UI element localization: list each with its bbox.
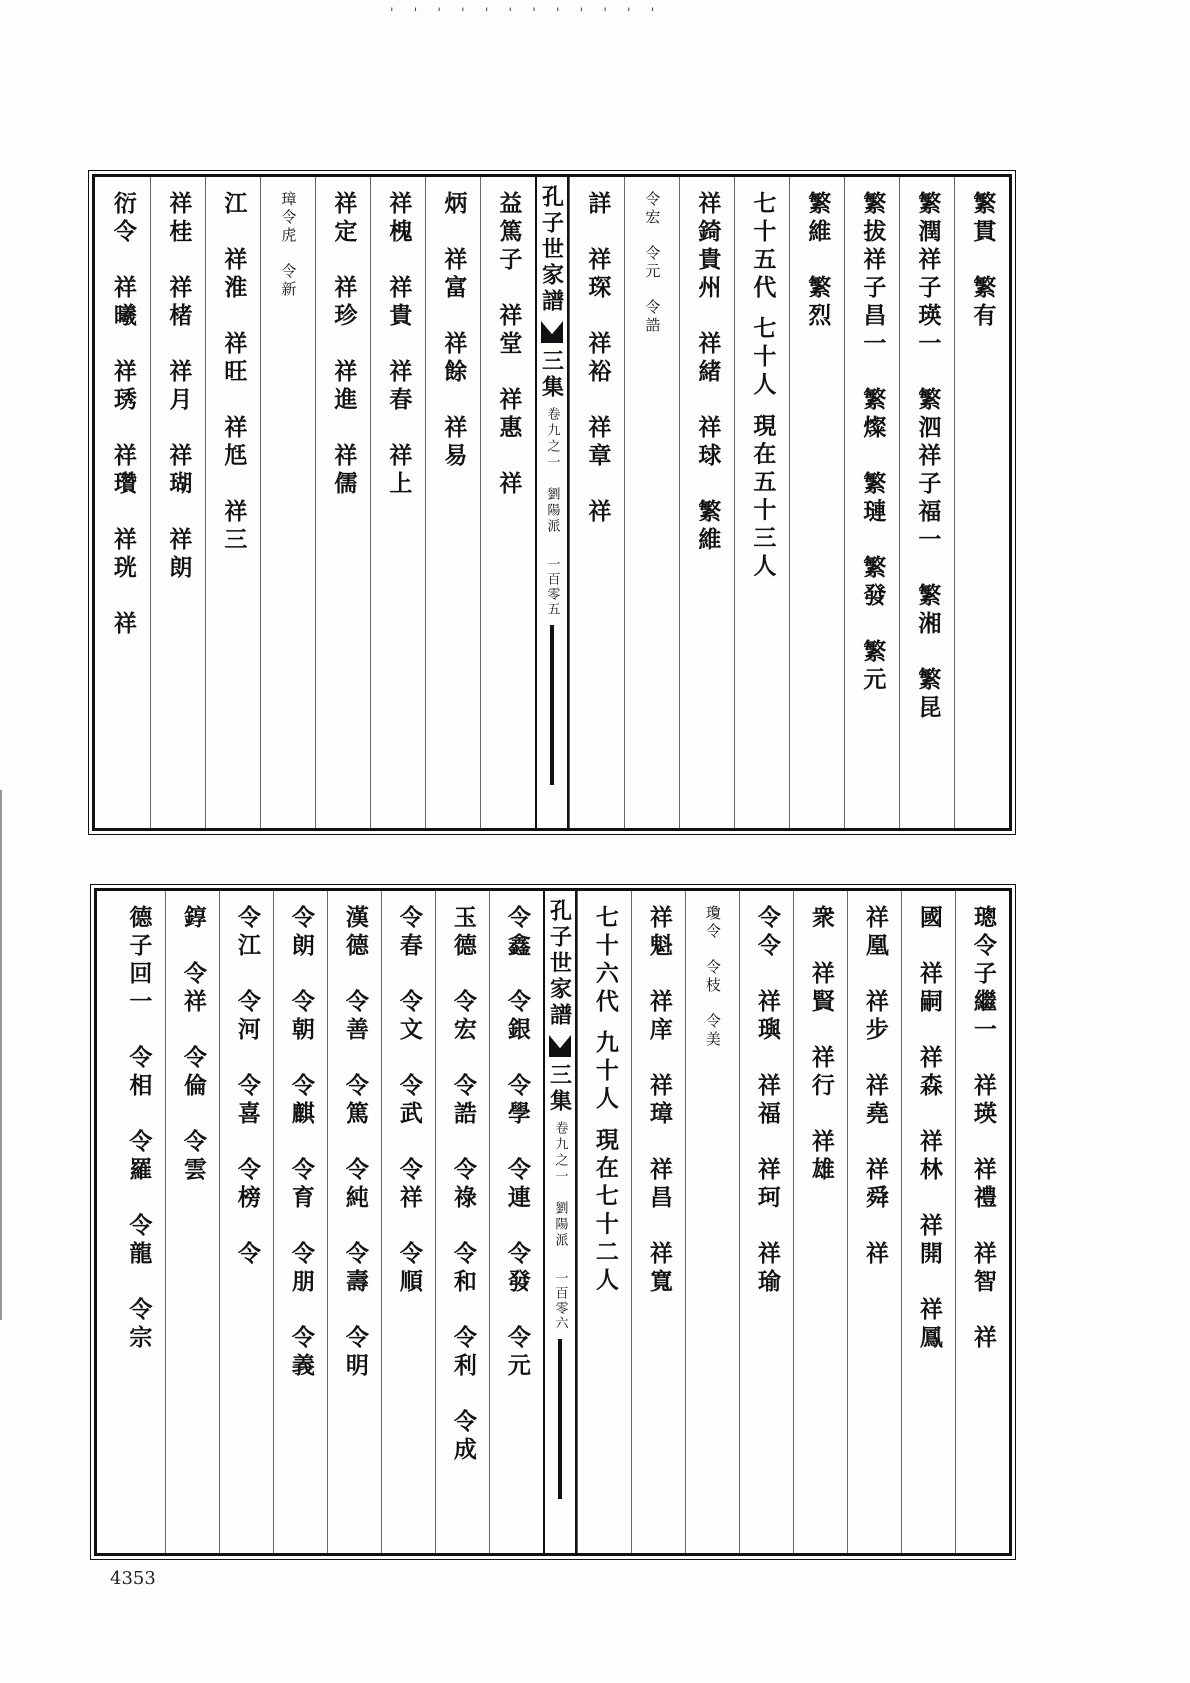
genealogy-column bbox=[150, 177, 205, 828]
column-text: 七十五代 七十人 現在五十三人 bbox=[749, 191, 777, 582]
genealogy-column bbox=[624, 177, 679, 828]
center-gutter bbox=[543, 891, 577, 1553]
column-text: 令朗 令朝 令麒 令育 令朋 令義 bbox=[287, 905, 315, 1381]
genealogy-column bbox=[685, 891, 739, 1553]
genealogy-column bbox=[381, 891, 435, 1553]
column-text: 令春 令文 令武 令祥 令順 bbox=[395, 905, 423, 1297]
gutter-bar bbox=[558, 1339, 562, 1499]
column-text: 德子回一 令相 令羅 令龍 令宗 bbox=[125, 905, 153, 1353]
genealogy-column bbox=[631, 891, 685, 1553]
column-text: 益篤子 祥堂 祥惠 祥 bbox=[495, 191, 523, 499]
column-text: 國 祥嗣 祥森 祥林 祥開 祥鳳 bbox=[915, 905, 943, 1353]
genealogy-column bbox=[95, 177, 150, 828]
column-text: 繁貫 繁有 bbox=[969, 191, 997, 331]
column-text: 令江 令河 令喜 令榜 令 bbox=[233, 905, 261, 1269]
scan-edge-line bbox=[0, 790, 2, 1320]
genealogy-column bbox=[111, 891, 165, 1553]
genealogy-column bbox=[901, 891, 955, 1553]
column-text: 繁潤祥子瑛一 繁泗祥子福一 繁湘 繁昆 bbox=[914, 191, 942, 723]
genealogy-column bbox=[847, 891, 901, 1553]
fish-tail-mark-icon bbox=[541, 321, 563, 343]
column-text: 七十六代 九十人 現在七十二人 bbox=[591, 905, 619, 1296]
genealogy-column bbox=[219, 891, 273, 1553]
column-text: 祥桂 祥楮 祥月 祥瑚 祥朗 bbox=[165, 191, 193, 583]
column-text: 繁拔祥子昌一 繁燦 繁璉 繁發 繁元 bbox=[859, 191, 887, 695]
column-text: 錞 令祥 令倫 令雲 bbox=[179, 905, 207, 1185]
column-text: 漢德 令善 令篤 令純 令壽 令明 bbox=[341, 905, 369, 1381]
genealogy-column bbox=[315, 177, 370, 828]
column-text: 玉德 令宏 令誥 令祿 令和 令利 令成 bbox=[449, 905, 477, 1465]
column-text: 祥魁 祥庠 祥璋 祥昌 祥寬 bbox=[645, 905, 673, 1297]
genealogy-column bbox=[327, 891, 381, 1553]
genealogy-column bbox=[844, 177, 899, 828]
column-text: 炳 祥富 祥餘 祥易 bbox=[440, 191, 468, 471]
folio-page-label: 一百零五 bbox=[544, 557, 560, 617]
genealogy-column bbox=[569, 177, 624, 828]
center-gutter bbox=[535, 177, 569, 828]
column-text: 令令 祥璵 祥福 祥珂 祥瑜 bbox=[753, 905, 781, 1297]
genealogy-column bbox=[480, 177, 535, 828]
genealogy-column bbox=[273, 891, 327, 1553]
genealogy-column bbox=[954, 177, 1009, 828]
header-marks: ' ' ' ' ' ' ' ' ' ' ' ' bbox=[390, 6, 663, 21]
genealogy-column bbox=[679, 177, 734, 828]
genealogy-column bbox=[793, 891, 847, 1553]
genealogy-column bbox=[260, 177, 315, 828]
column-text: 繁維 繁烈 bbox=[804, 191, 832, 331]
column-text: 詳 祥琛 祥裕 祥章 祥 bbox=[584, 191, 612, 527]
fish-tail-mark-icon bbox=[549, 1035, 571, 1057]
genealogy-column bbox=[899, 177, 954, 828]
genealogy-column bbox=[489, 891, 543, 1553]
genealogy-column bbox=[734, 177, 789, 828]
book-title: 孔子世家譜 bbox=[546, 899, 573, 1029]
volume-label: 三集 bbox=[538, 349, 565, 401]
column-text: 璋令虎 令新 bbox=[279, 191, 298, 299]
gutter-bar bbox=[550, 625, 554, 785]
column-text: 衆 祥賢 祥行 祥雄 bbox=[807, 905, 835, 1185]
genealogy-column bbox=[739, 891, 793, 1553]
column-text: 令鑫 令銀 令學 令連 令發 令元 bbox=[503, 905, 531, 1381]
genealogy-column bbox=[789, 177, 844, 828]
folio-page-label: 一百零六 bbox=[552, 1271, 568, 1331]
chapter-label: 卷九之一 劉陽派 bbox=[552, 1121, 568, 1249]
column-text: 璁令子繼一 祥瑛 祥禮 祥智 祥 bbox=[969, 905, 997, 1353]
column-text: 令宏 令元 令誥 bbox=[643, 191, 662, 335]
genealogy-column bbox=[955, 891, 1009, 1553]
column-text: 祥槐 祥貴 祥春 祥上 bbox=[385, 191, 413, 499]
volume-label: 三集 bbox=[546, 1063, 573, 1115]
column-text: 祥錡貴州 祥緒 祥球 繁維 bbox=[694, 191, 722, 555]
page-number: 4353 bbox=[110, 1568, 156, 1589]
book-title: 孔子世家譜 bbox=[538, 185, 565, 315]
folio-top bbox=[92, 174, 1012, 831]
genealogy-column bbox=[370, 177, 425, 828]
genealogy-column bbox=[205, 177, 260, 828]
folio-bottom bbox=[94, 888, 1012, 1556]
column-text: 祥定 祥珍 祥進 祥儒 bbox=[330, 191, 358, 499]
column-text: 江 祥淮 祥旺 祥尪 祥三 bbox=[220, 191, 248, 555]
genealogy-column bbox=[165, 891, 219, 1553]
column-text: 衍令 祥曦 祥琇 祥瓚 祥珖 祥 bbox=[109, 191, 137, 639]
genealogy-column bbox=[435, 891, 489, 1553]
column-text: 瓊令 令枝 令美 bbox=[703, 905, 722, 1049]
genealogy-column bbox=[425, 177, 480, 828]
chapter-label: 卷九之一 劉陽派 bbox=[544, 407, 560, 535]
genealogy-column bbox=[577, 891, 631, 1553]
column-text: 祥凰 祥步 祥堯 祥舜 祥 bbox=[861, 905, 889, 1269]
